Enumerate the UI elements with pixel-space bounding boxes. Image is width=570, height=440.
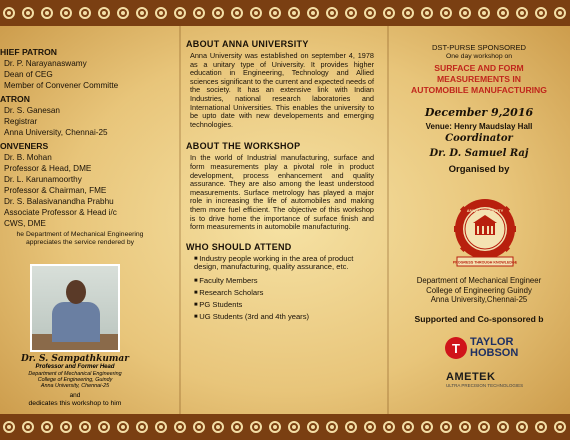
honoree-block <box>0 354 150 408</box>
border-ornament <box>551 5 570 21</box>
border-ornament <box>190 5 209 21</box>
border-ornament <box>266 419 285 435</box>
border-ornament <box>380 419 399 435</box>
workshop-title: SURFACE AND FORM <box>434 63 524 73</box>
border-ornament <box>0 5 19 21</box>
taylor-hobson-logo <box>445 337 518 359</box>
border-ornament <box>437 5 456 21</box>
sponsor-statement: Supported and Co-sponsored b <box>414 313 544 324</box>
logo-text: ANNA UNIVERSITY <box>466 208 504 213</box>
list-item: ■ UG Students (3rd and 4th years) <box>194 311 386 323</box>
info-column <box>180 26 386 414</box>
border-ornament <box>342 419 361 435</box>
workshop-title: MEASUREMENTS IN <box>436 74 522 84</box>
honoree-affiliation: Anna University, Chennai-25 <box>40 383 110 389</box>
border-ornament <box>304 5 323 21</box>
hobson-text: HOBSON <box>470 347 519 359</box>
coordinator-name: Dr. D. Samuel Raj <box>429 148 529 159</box>
top-border <box>0 0 570 26</box>
honoree-affiliation: Department of Mechanical Engineering <box>28 371 122 377</box>
border-ornament <box>456 5 475 21</box>
patron-name: Dr. S. Ganesan <box>4 106 60 115</box>
border-ornament <box>304 419 323 435</box>
border-ornament <box>323 5 342 21</box>
border-ornament <box>133 5 152 21</box>
border-ornament <box>513 419 532 435</box>
border-ornament <box>418 5 437 21</box>
chief-patron-role: Dean of CEG <box>4 70 53 79</box>
border-ornament <box>247 419 266 435</box>
border-ornament <box>38 5 57 21</box>
border-ornament <box>475 419 494 435</box>
convener-role: Professor & Head, DME <box>4 164 92 173</box>
border-ornament <box>247 5 266 21</box>
border-ornament <box>437 419 456 435</box>
convener-role: CWS, DME <box>4 219 46 228</box>
portrait-photo <box>30 264 120 352</box>
about-university-text: Anna University was established on september 4, 1978 as a unitary type of University. It provides higher education in Engineering, Technology and Allied sciences significant to the current and expected needs of the society. It has an extensive link with Indian Industries, national research laboratories and International Universities. This enables the university to be upto date with new developements and emerging technologies. <box>190 51 374 129</box>
border-ornament <box>532 5 551 21</box>
border-ornament <box>266 5 285 21</box>
organizer-dept: Department of Mechanical Engineer <box>416 276 542 285</box>
list-item: ■ PG Students <box>194 299 386 311</box>
coordinator-label: Coordinator <box>445 133 513 144</box>
border-ornament <box>76 419 95 435</box>
border-ornament <box>551 419 570 435</box>
border-ornament <box>399 5 418 21</box>
border-ornament <box>38 419 57 435</box>
border-ornament <box>532 419 551 435</box>
border-ornament <box>228 5 247 21</box>
dedication-text: dedicates this workshop to him <box>28 400 122 407</box>
border-ornament <box>19 5 38 21</box>
organizer-university: Anna University,Chennai-25 <box>430 295 528 304</box>
border-ornament <box>76 5 95 21</box>
convener-role: Professor & Chairman, FME <box>4 186 107 195</box>
patron-heading: ATRON <box>0 94 30 104</box>
convener-role: Associate Professor & Head i/c <box>4 208 117 217</box>
venue: Venue: Henry Maudslay Hall <box>425 122 533 131</box>
ametek-name: AMETEK <box>446 371 496 383</box>
border-ornament <box>399 419 418 435</box>
taylor-text: TAYLOR <box>470 336 514 348</box>
appreciation-text <box>0 231 160 247</box>
border-ornament <box>0 419 19 435</box>
list-item: ■ Research Scholars <box>194 287 386 299</box>
border-ornament <box>114 5 133 21</box>
bottom-border <box>0 414 570 440</box>
border-ornament <box>475 5 494 21</box>
convener-name: Dr. L. Karunamoorthy <box>4 175 82 184</box>
border-ornament <box>152 5 171 21</box>
workshop-title: AUTOMOBILE MANUFACTURING <box>411 85 547 95</box>
border-ornament <box>171 419 190 435</box>
dept-line: he Department of Mechanical Engineering <box>16 231 144 238</box>
border-ornament <box>209 419 228 435</box>
taylor-hobson-icon: T <box>445 337 467 359</box>
border-ornament <box>133 419 152 435</box>
who-should-attend-heading: WHO SHOULD ATTEND <box>186 241 292 252</box>
ametek-logo <box>446 371 523 388</box>
event-date: December 9,2016 <box>424 106 534 119</box>
chief-patron-name: Dr. P. Narayanaswamy <box>4 59 87 68</box>
list-item: ■ Faculty Members <box>194 275 386 287</box>
organizer-block <box>388 276 570 325</box>
border-ornament <box>494 5 513 21</box>
border-ornament <box>209 5 228 21</box>
border-ornament <box>380 5 399 21</box>
ametek-tagline: ULTRA PRECISION TECHNOLOGIES <box>446 383 524 388</box>
border-ornament <box>19 419 38 435</box>
appreciation-line: appreciates the service rendered by <box>25 239 135 246</box>
chief-patron-role-2: Member of Convener Committe <box>4 81 119 90</box>
anna-university-logo <box>449 197 521 269</box>
about-workshop-text: In the world of Industrial manufacturing, surface and form measurements play a pivotal role in product development, process enhancement and quality assurance. They are also among the least understood measurements. Surface metrology has played a major role in increasing the life of automobiles and making them more fuel efficient. The objective of this workshop is to drive home the importance of surface finish and form measurements in automobile manufacturing. <box>190 153 374 232</box>
border-ornament <box>57 5 76 21</box>
about-university-heading: ABOUT ANNA UNIVERSITY <box>186 39 309 49</box>
border-ornament <box>323 419 342 435</box>
convener-name: Dr. B. Mohan <box>4 153 52 162</box>
border-ornament <box>342 5 361 21</box>
attendee-list <box>194 255 386 323</box>
border-ornament <box>228 419 247 435</box>
honoree-title: Professor and Former Head <box>35 364 115 370</box>
organised-by: Organised by <box>448 164 510 175</box>
conveners-heading: ONVENERS <box>0 141 49 151</box>
border-ornament <box>190 419 209 435</box>
border-ornament <box>57 419 76 435</box>
honoree-name: Dr. S. Sampathkumar <box>21 354 129 364</box>
border-ornament <box>152 419 171 435</box>
border-ornament <box>418 419 437 435</box>
about-workshop-heading: ABOUT THE WORKSHOP <box>186 141 301 152</box>
border-ornament <box>513 5 532 21</box>
honoree-affiliation: College of Engineering, Guindy <box>37 377 113 383</box>
list-item: ■ Industry people working in the area of product design, manufacturing, quality assurance, etc. <box>194 255 376 272</box>
chief-patron-heading: HIEF PATRON <box>0 47 57 57</box>
and-text: and <box>69 392 81 399</box>
border-ornament <box>285 5 304 21</box>
organizer-college: College of Engineering Guindy <box>426 285 532 295</box>
border-ornament <box>114 419 133 435</box>
border-ornament <box>95 419 114 435</box>
border-ornament <box>285 419 304 435</box>
patron-affiliation: Anna University, Chennai-25 <box>4 128 108 137</box>
border-ornament <box>361 5 380 21</box>
border-ornament <box>361 419 380 435</box>
workshop-intro: One day workshop on <box>445 53 513 60</box>
border-ornament <box>171 5 190 21</box>
logo-motto: PROGRESS THROUGH KNOWLEDGE <box>452 260 518 265</box>
convener-name: Dr. S. Balasivanandha Prabhu <box>4 197 114 206</box>
border-ornament <box>95 5 114 21</box>
border-ornament <box>456 419 475 435</box>
patron-role: Registrar <box>4 117 38 126</box>
sponsor-line: DST-PURSE SPONSORED <box>431 43 527 52</box>
border-ornament <box>494 419 513 435</box>
